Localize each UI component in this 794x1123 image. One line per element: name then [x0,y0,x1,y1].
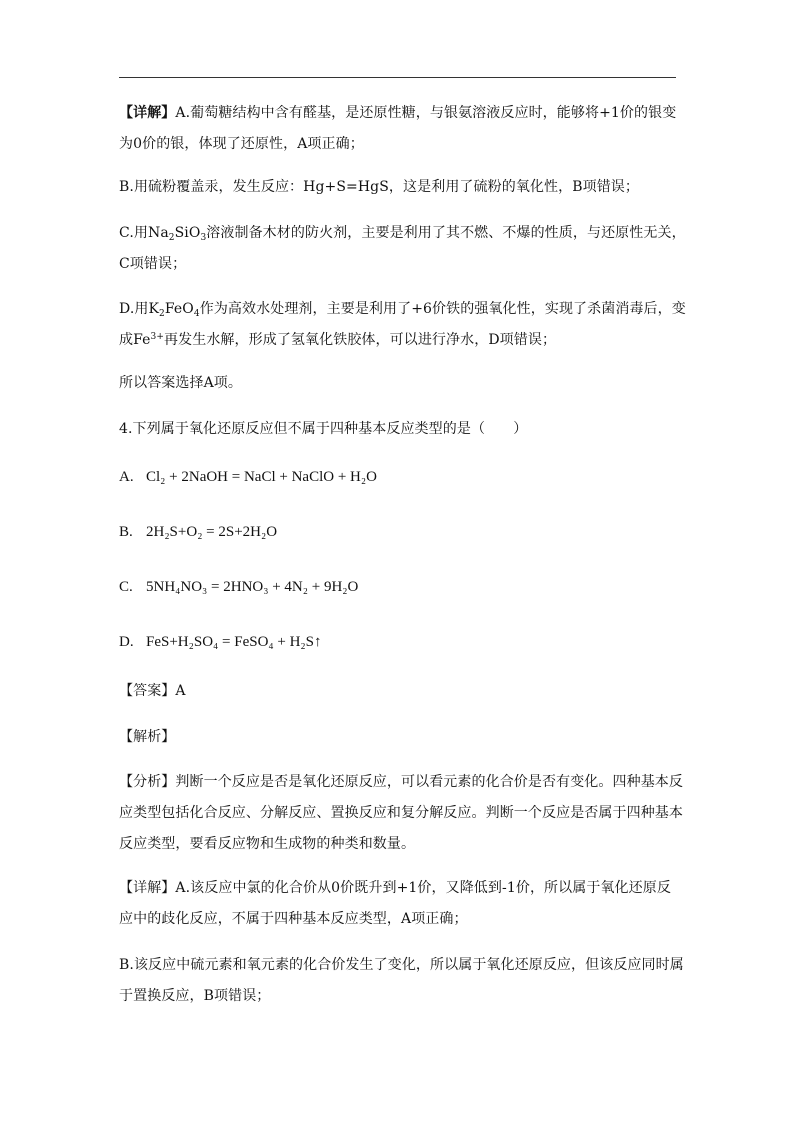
detail-paragraph-1 [119,98,679,160]
detail-paragraph-2 [119,873,679,935]
option-d-equation: FeS+H₂SO₄ = FeSO₄ + H₂S↑ [146,634,322,650]
item-d-formula-sub: 4 [193,309,200,319]
item-c-formula-sub: 2 [168,233,175,243]
item-d-line-2-prefix: 成Fe [119,332,151,348]
analysis-tag: 【分析】 [119,774,176,790]
detail-paragraph-3 [119,950,684,1012]
item-c-line-1: 溶液制备木材的防火剂，主要是利用了其不燃、不爆的性质，与还原性无关， [206,225,686,241]
analysis-line-1: 判断一个反应是否是氧化还原反应，可以看元素的化合价是否有变化。四种基本反 [175,774,684,790]
option-a [119,467,377,487]
detail-1-line-2: 为0价的银，体现了还原性，A项正确； [119,136,364,152]
option-c-label: C. [119,579,133,595]
analysis-heading-paragraph [119,722,679,753]
option-d-label: D. [119,634,134,650]
detail-3-line-2: 于置换反应，B项错误； [119,988,271,1004]
option-c [119,577,358,597]
item-c-formula-part: SiO [174,225,201,241]
item-d-line-2: 再发生水解，形成了氢氧化铁胶体，可以进行净水，D项错误； [164,332,557,348]
option-a-equation: Cl₂ + 2NaOH = NaCl + NaClO + H₂O [146,469,377,485]
item-d-line-1: 作为高效水处理剂，主要是利用了+6价铁的强氧化性，实现了杀菌消毒后，变 [199,301,686,317]
detail-1-line-1: A.葡萄糖结构中含有醛基，是还原性糖，与银氨溶液反应时，能够将+1价的银变 [175,105,677,121]
item-c-formula-sub: 3 [200,233,207,243]
question-paragraph [119,414,679,445]
conclusion-paragraph [119,368,679,399]
analysis-paragraph [119,767,684,860]
header-rule [119,77,676,78]
detail-2-line-1: A.该反应中氯的化合价从0价既升到+1价，又降低到-1价，所以属于氧化还原反 [175,880,671,896]
analysis-line-3: 反应类型，要看反应物和生成物的种类和数量。 [119,836,416,852]
item-d-formula-part: FeO [164,301,194,317]
option-b-label: B. [119,524,133,540]
option-a-label: A. [119,469,134,485]
option-c-equation: 5NH₄NO₃ = 2HNO₃ + 4N₂ + 9H₂O [146,579,359,595]
item-d-paragraph [119,294,686,356]
item-c-prefix: C.用 [119,225,148,241]
item-b-text: B.用硫粉覆盖汞，发生反应：Hg+S=HgS，这是利用了硫粉的氧化性，B项错误； [119,179,640,195]
option-b-equation: 2H₂S+O₂ = 2S+2H₂O [146,524,278,540]
item-c-line-2: C项错误； [119,256,187,272]
item-c-paragraph [119,218,686,280]
answer-paragraph [119,676,679,707]
item-d-charge-sup: 3+ [150,332,165,342]
detail-2-tag: 【详解】 [119,880,176,896]
analysis-heading: 【解析】 [119,729,176,745]
option-b [119,522,277,542]
item-c-formula-part: Na [147,225,169,241]
item-b-paragraph [119,172,679,203]
item-d-prefix: D.用K [119,301,160,317]
detail-tag: 【详解】 [119,105,176,121]
answer-text: 【答案】A [119,683,186,699]
option-d [119,632,322,652]
analysis-line-2: 应类型包括化合反应、分解反应、置换反应和复分解反应。判断一个反应是否属于四种基本 [119,805,683,821]
detail-3-line-1: B.该反应中硫元素和氧元素的化合价发生了变化，所以属于氧化还原反应，但该反应同时属 [119,957,684,973]
item-d-formula-sub: 2 [159,309,165,319]
conclusion-text: 所以答案选择A项。 [119,375,243,391]
detail-2-line-2: 应中的歧化反应，不属于四种基本反应类型，A项正确； [119,911,468,927]
question-text: 4.下列属于氧化还原反应但不属于四种基本反应类型的是（ ） [119,421,528,437]
